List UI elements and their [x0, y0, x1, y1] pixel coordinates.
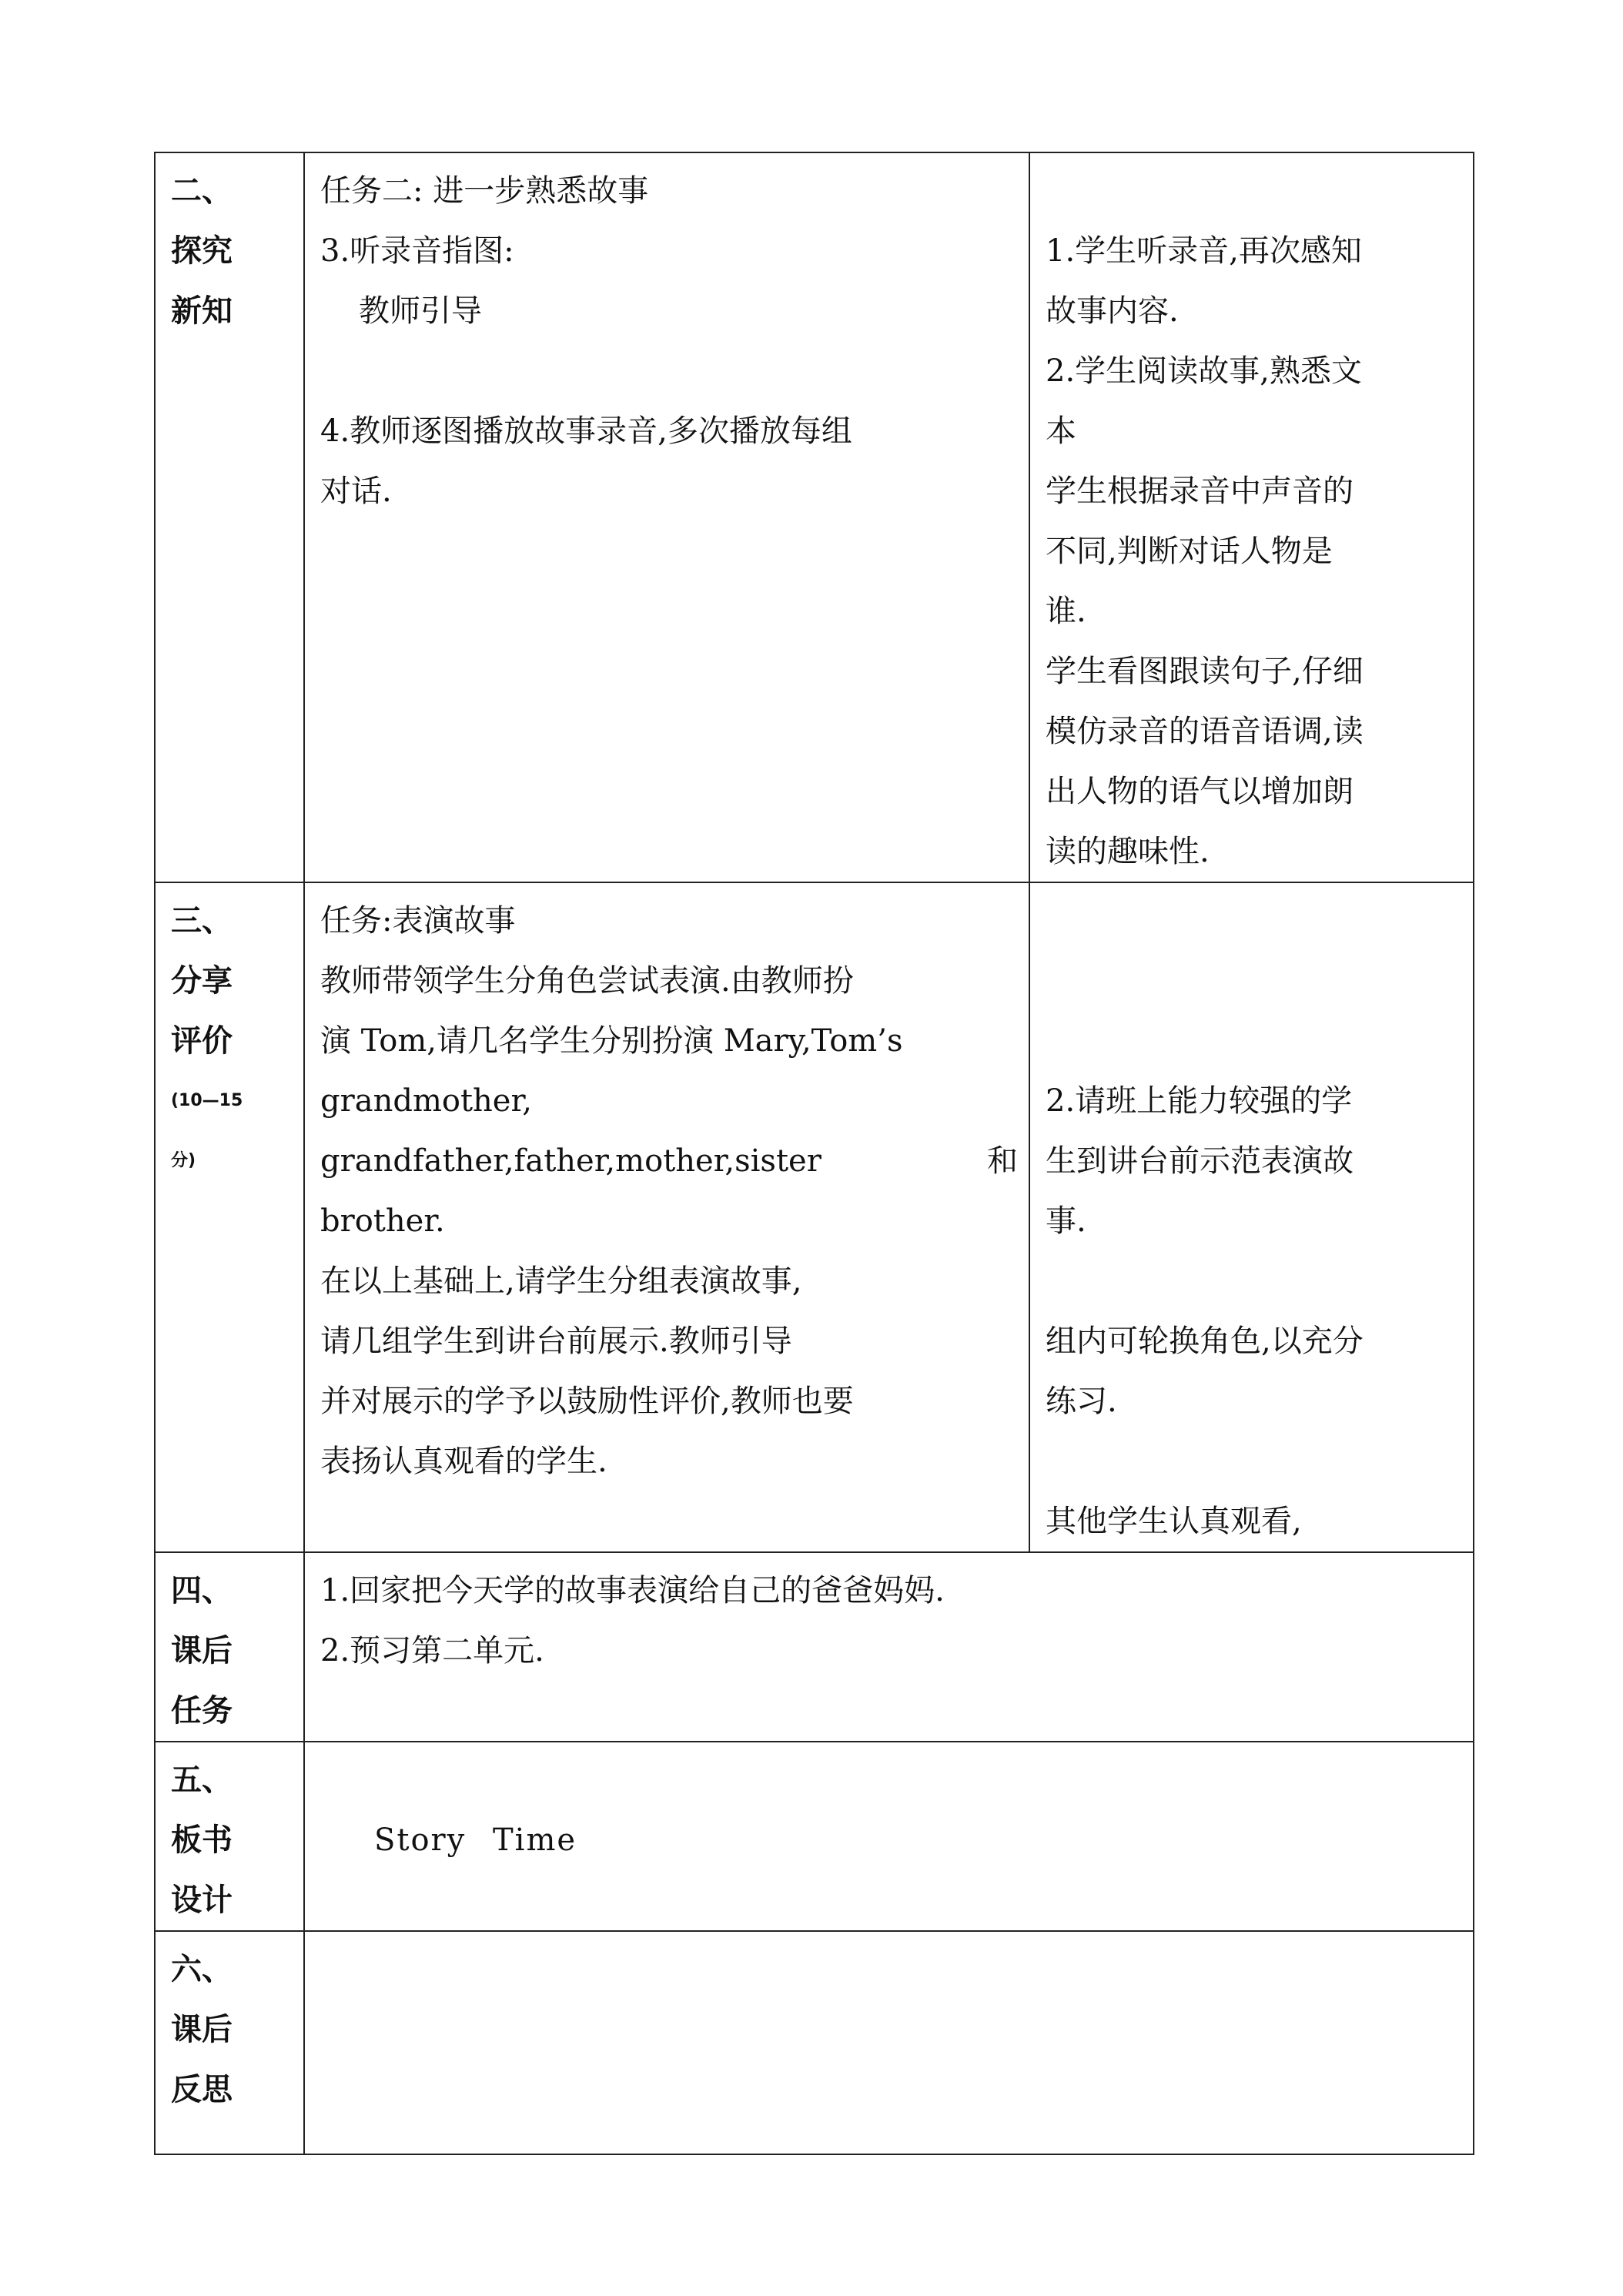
- stage-cell-share: [155, 882, 304, 1552]
- text-line: 教师带领学生分角色尝试表演.由教师扮: [320, 963, 854, 999]
- text-line: 生到讲台前示范表演故: [1046, 1143, 1354, 1179]
- text-line: 对话.: [320, 474, 392, 509]
- stage-title-line: 评价: [171, 1023, 233, 1059]
- blank-line: [1046, 1251, 1462, 1311]
- homework-content: [304, 1552, 1474, 1742]
- text-line: 其他学生认真观看,: [1046, 1504, 1302, 1539]
- text-line: 学生根据录音中声音的: [1046, 474, 1354, 509]
- text-line: 事.: [1046, 1203, 1086, 1239]
- blank-line: [1046, 951, 1462, 1011]
- stage-time: (10—15: [171, 1091, 243, 1110]
- lesson-plan-table: [154, 152, 1474, 2155]
- stage-number: 三、: [171, 903, 233, 939]
- text-line: 学生看图跟读句子,仔细: [1046, 654, 1364, 689]
- blank-line: [1046, 1011, 1462, 1071]
- text-line: 模仿录音的语音语调,读: [1046, 714, 1364, 749]
- text-line: grandmother,: [320, 1083, 532, 1119]
- stage-title-line: 分享: [171, 963, 233, 999]
- stage-number: 二、: [171, 173, 233, 209]
- text-line: 教师引导: [359, 293, 482, 329]
- student-activity-share: [1029, 882, 1474, 1552]
- blank-line: [1046, 1431, 1462, 1491]
- text-line: brother.: [320, 1203, 445, 1239]
- student-activity-explore: [1029, 152, 1474, 882]
- text-line: 请几组学生到讲台前展示.教师引导: [320, 1324, 792, 1359]
- text-line: 不同,判断对话人物是: [1046, 534, 1333, 569]
- stage-title-line: 课后: [171, 1633, 233, 1668]
- text-line: 在以上基础上,请学生分组表演故事,: [320, 1263, 802, 1299]
- text-line: 2.请班上能力较强的学: [1046, 1083, 1353, 1119]
- teacher-activity-explore: [304, 152, 1029, 882]
- blank-line: [320, 1750, 1462, 1810]
- text-line: 并对展示的学予以鼓励性评价,教师也要: [320, 1384, 854, 1419]
- row-board: [155, 1742, 1474, 1931]
- text-line: 出人物的语气以增加朗: [1046, 774, 1354, 809]
- board-design-content: [304, 1742, 1474, 1931]
- stage-title-line: 反思: [171, 2072, 233, 2107]
- text-line: 3.听录音指图:: [320, 233, 514, 269]
- stage-number: 五、: [171, 1762, 233, 1798]
- text-line: 故事内容.: [1046, 293, 1179, 329]
- text-line: 1.学生听录音,再次感知: [1046, 233, 1362, 269]
- stage-title-line: 新知: [171, 293, 233, 329]
- text-line: 2.学生阅读故事,熟悉文: [1046, 353, 1362, 389]
- stage-title-line: 探究: [171, 233, 233, 269]
- text-line: 谁.: [1046, 594, 1086, 629]
- text-line: 练习.: [1046, 1384, 1117, 1419]
- stage-number: 六、: [171, 1952, 233, 1987]
- stage-cell-explore: [155, 152, 304, 882]
- row-explore: [155, 152, 1474, 882]
- board-text: Story Time: [374, 1822, 577, 1858]
- reflection-content: [304, 1931, 1474, 2154]
- stage-cell-board: [155, 1742, 304, 1931]
- blank-line: [1046, 891, 1462, 951]
- stage-title-line: 课后: [171, 2012, 233, 2047]
- row-homework: [155, 1552, 1474, 1742]
- stage-number: 四、: [171, 1573, 233, 1608]
- text-line: 2.预习第二单元.: [320, 1633, 544, 1668]
- stage-title-line: 设计: [171, 1883, 233, 1918]
- text-line: 演 Tom,请几名学生分别扮演 Mary,Tom’s: [320, 1023, 903, 1059]
- text-line: 任务二: 进一步熟悉故事: [320, 173, 649, 209]
- text-line: 表扬认真观看的学生.: [320, 1444, 607, 1479]
- stage-title-line: 任务: [171, 1693, 233, 1729]
- text-line: 4.教师逐图播放故事录音,多次播放每组: [320, 413, 852, 449]
- row-share: [155, 882, 1474, 1552]
- teacher-activity-share: [304, 882, 1029, 1552]
- text-line: 本: [1046, 413, 1076, 449]
- text-line: 组内可轮换角色,以充分: [1046, 1324, 1364, 1359]
- stage-title-line: 板书: [171, 1822, 233, 1858]
- text-line: 读的趣味性.: [1046, 834, 1210, 869]
- blank-line: [320, 341, 1018, 401]
- blank-line: [1046, 161, 1462, 221]
- text-line: 1.回家把今天学的故事表演给自己的爸爸妈妈.: [320, 1573, 945, 1608]
- text-line: 任务:表演故事: [320, 903, 516, 939]
- stage-cell-reflection: [155, 1931, 304, 2154]
- stage-time: 分): [171, 1151, 196, 1170]
- row-reflection: [155, 1931, 1474, 2154]
- text-line: grandfather,father,mother,sister 和: [320, 1143, 1018, 1179]
- stage-cell-homework: [155, 1552, 304, 1742]
